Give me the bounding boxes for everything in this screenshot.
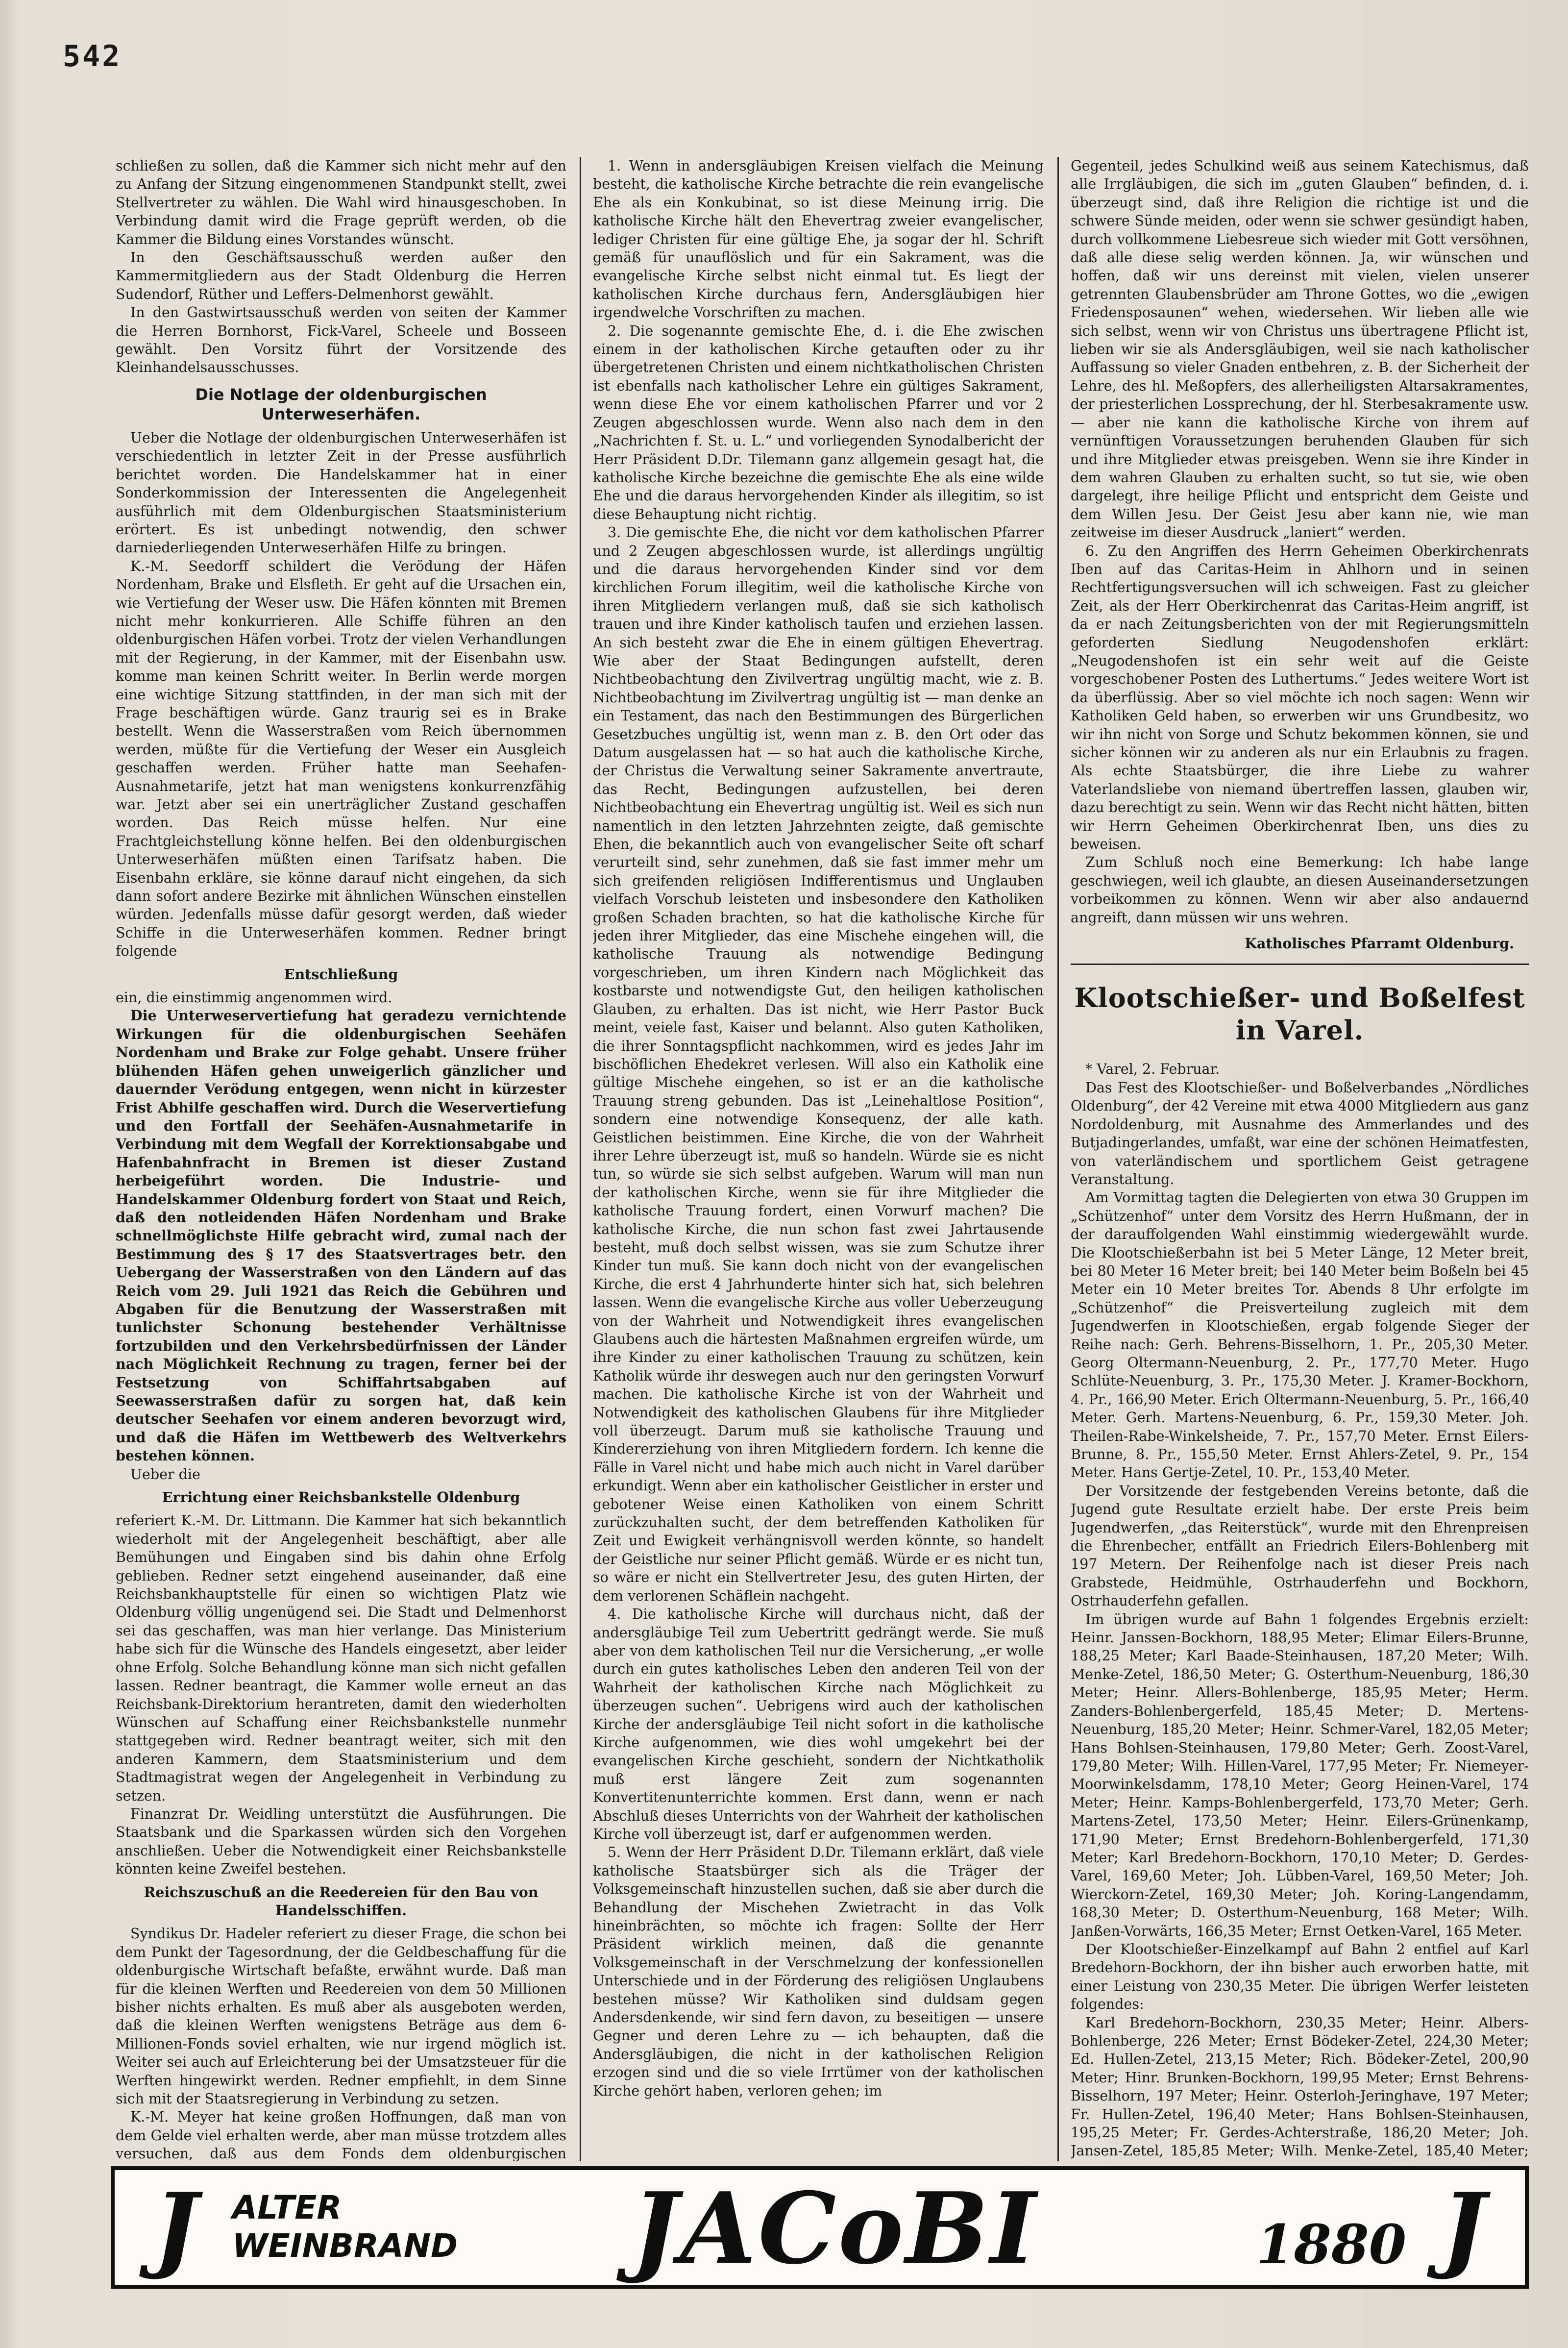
paragraph: Ueber die Notlage der oldenburgischen Unterweserhäfen ist verschiedentlich in letzter Zeit in der Presse ausführlich berichtet worden. Die Handelskammer hat in einer Sonderkommission der Interessenten die Angelegenheit ausführlich mit dem Oldenburgischen Staatsministerium erörtert. Es ist unbedingt notwendig, den schwer darniederliegenden Unterweserhäfen Hilfe zu bringen.	[116, 429, 566, 556]
subheading: Entschließung	[284, 965, 398, 983]
paragraph: 3. Die gemischte Ehe, die nicht vor dem katholischen Pfarrer und 2 Zeugen abgeschlossen wurde, ist allerdings ungültig und die daraus hervorgehenden Kinder sind vor dem kirchlichen Forum illegitim, weil die katholische Kirche von ihren Mitgliedern verlangen muß, daß sie sich katholisch trauen und ihre Kinder katholisch taufen und erziehen lassen. An sich besteht zwar die Ehe in einem gültigen Ehevertrag. Wie aber der Staat Bedingungen aufstellt, deren Nichtbeobachtung den Zivilvertrag ungültig macht, wie z. B. Nichtbeobachtung im Zivilvertrag ungültig ist — man denke an ein Testament, das nach den Bestimmungen des Bürgerlichen Gesetzbuches ungültig ist, wenn man z. B. den Ort oder das Datum ausgelassen hat — so hat auch die katholische Kirche, der Christus die Verwaltung seiner Sakramente anvertraute, das Recht, Bedingungen aufzustellen, bei deren Nichtbeobachtung ein Ehevertrag ungültig ist. Weil es sich nun namentlich in den letzten Jahrzehnten zeigte, daß gemischte Ehen, die bekanntlich auch von evangelischer Seite oft scharf verurteilt sind, sehr zunehmen, daß sie fast immer mehr um sich greifenden religiösen Indifferentismus und Unglauben vielfach Vorschub leisteten und insbesondere den Katholiken großen Schaden brachten, so hat die katholische Kirche für jeden ihrer Mitglieder, das eine Mischehe eingehen will, die katholische Trauung als notwendige Bedingung vorgeschrieben, um ihren Kindern nach Möglichkeit das kostbarste und notwendigste Gut, den heiligen katholischen Glauben, zu erhalten. Das ist nicht, wie Herr Pastor Buck meint, veiele fast, Kaiser und belannt. Also guten Katholiken, die ihrer Sonntagspflicht nachkommen, wird es jedes Jahr im bischöflichen Ehedekret verlesen. Will also ein Katholik eine gültige Mischehe eingehen, so ist er an die katholische Trauung streng gebunden. Das ist „Leinehaltlose Position“, sondern eine notwendige Konsequenz, der alle kath. Geistlichen beistimmen. Eine Kirche, die von der Wahrheit ihrer Lehre überzeugt ist, muß so handeln. Würde sie es nicht tun, so würde sie sich selbst aufgeben. Warum will man nun der katholischen Kirche, wenn sie für ihre Mitglieder die katholische Trauung fordert, einen Vorwurf machen? Die katholische Kirche, die nun schon fast zwei Jahrtausende besteht, muß doch selbst wissen, was sie zum Schutze ihrer Kinder tun muß. Sie kann doch nicht von der evangelischen Kirche, die erst 4 Jahrhunderte hinter sich hat, sich belehren lassen. Wenn die evangelische Kirche aus voller Ueberzeugung von der Wahrheit und Notwendigkeit ihres evangelischen Glaubens auch die härtesten Maßnahmen ergreifen würde, um ihre Kinder zu einer katholischen Trauung zu schützen, kein Katholik würde ihr deswegen auch nur den geringsten Vorwurf machen. Die katholische Kirche ist von der Wahrheit und Notwendigkeit des katholischen Glaubens für ihre Mitglieder voll überzeugt. Darum muß sie katholische Trauung und Kindererziehung von ihren Mitgliedern fordern. Ich kenne die Fälle in Varel nicht und habe mich auch nicht in Varel darüber erkundigt. Wenn aber ein katholischer Geistlicher in erster und gebotener Weise einen Katholiken von einem Schritt zurückzuhalten sucht, der dem betreffenden Katholiken für Zeit und Ewigkeit verhängnisvoll werden könnte, so handelt der Geistliche nur seiner Pflicht gemäß. Würde er es nicht tun, so wäre er nicht ein Stellvertreter Jesu, des guten Hirten, der dem verlorenen Schäflein nachgeht.	[593, 524, 1044, 1604]
ad-tagline-line: ALTER	[232, 2189, 342, 2226]
page-number: 542	[63, 39, 122, 74]
brand-logo-icon: J	[1442, 2173, 1486, 2282]
paragraph: In den Geschäftsausschuß werden außer den Kammermitgliedern aus der Stadt Oldenburg die Herren Sudendorf, Rüther und Leffers-Delmenhorst gewählt.	[116, 249, 566, 302]
article-headline: Klootschießer- und Boßelfest in Varel.	[1074, 982, 1525, 1046]
subheading: Errichtung einer Reichsbankstelle Oldenburg	[162, 1489, 520, 1506]
paragraph: K.-M. Meyer hat keine großen Hoffnungen, daß man von dem Gelde viel erhalten werde, aber man müsse trotzdem alles versuchen, daß aus dem Fonds dem oldenburgischen	[116, 2109, 566, 2161]
paragraph: 6. Zu den Angriffen des Herrn Geheimen Oberkirchenrats Iben auf das Caritas-Heim in Ahlhorn und in seinen Rechtfertigungsversuchen will ich schweigen. Fast zu gleicher Zeit, als der Herr Oberkirchenrat das Caritas-Heim angriff, ist da er nach Zeitungsberichten von der mit Regierungsmitteln geforderten Siedlung Neugodenshofen erklärt: „Neugodenshofen ist ein sehr weit auf die Geiste vorgeschobener Posten des Luthertums.“ Jedes weitere Wort ist da überflüssig. Aber so viel möchte ich noch sagen: Wenn wir Katholiken Geld haben, so erwerben wir uns Grundbesitz, wo wir ihn nicht von Sorge und Schutz bekommen können, sie und sicher können wir zu anderen als nur ein Erlaubnis zu fragen. Als echte Staatsbürger, die ihre Liebe zu wahrer Vaterlandsliebe von niemand übertreffen lassen, glauben wir, dazu berechtigt zu sein. Wenn wir das Recht nicht hätten, bitten wir Herrn Geheimen Oberkirchenrat Iben, uns dies zu beweisen.	[1071, 543, 1529, 853]
paragraph: K.-M. Seedorff schildert die Verödung der Häfen Nordenham, Brake und Elsfleth. Er geht auf die Ursachen ein, wie Vertiefung der Weser usw. Die Häfen könnten mit Bremen nicht mehr konkurrieren. Alle Schiffe führen an den oldenburgischen Häfen vorbei. Trotz der vielen Verhandlungen mit der Regierung, in der Kammer, mit der Eisenbahn usw. komme man keinen Schritt weiter. In Berlin werde morgen eine wichtige Sitzung stattfinden, in der man sich mit der Frage beschäftigen würde. Ganz traurig sei es in Brake bestellt. Wenn die Wasserstraßen vom Reich übernommen werden, müßte für die Vertiefung der Weser ein Ausgleich geschaffen werden. Früher hatte man Seehafen-Ausnahmetarife, jetzt hat man wenigstens konkurrenzfähig war. Jetzt aber sei ein unerträglicher Zustand geschaffen worden. Das Reich müsse helfen. Nur eine Frachtgleichstellung könne helfen. Bei den oldenburgischen Unterweserhäfen müßten einen Tarifsatz haben. Die Eisenbahn erkläre, sie könne darauf nicht eingehen, da sich dann sofort andere Bezirke mit ähnlichen Wünschen einstellen würden. Jedenfalls müsse dafür gesorgt werden, daß wieder Schiffe in die Unterweserhäfen kommen. Redner bringt folgende	[116, 558, 566, 960]
column-rule	[1057, 157, 1059, 2161]
paragraph: Der Vorsitzende der festgebenden Vereins betonte, daß die Jugend gute Resultate erzielt habe. Der erste Preis beim Jugendwerfen, „das Reiterstück“, wurde mit den Ehrenpreisen die Ehrenbecher, entfällt an Friedrich Eilers-Bohlenberg mit 197 Metern. Der Reihenfolge nach ist dieser Preis nach Grabstede, Heidmühle, Ostrhauderfehn und Bockhorn, Ostrhauderfehn gefallen.	[1071, 1483, 1529, 1609]
paragraph: Im übrigen wurde auf Bahn 1 folgendes Ergebnis erzielt: Heinr. Janssen-Bockhorn, 188,95 Meter; Elimar Eilers-Brunne, 188,25 Meter; Karl Baade-Steinhausen, 187,20 Meter; Wilh. Menke-Zetel, 186,50 Meter; G. Osterthum-Neuenburg, 186,30 Meter; Heinr. Allers-Bohlenberge, 185,95 Meter; Herm. Zanders-Bohlenbergerfeld, 185,45 Meter; D. Mertens-Neuenburg, 185,20 Meter; Heinr. Schmer-Varel, 182,05 Meter; Hans Bohlsen-Steinhausen, 179,80 Meter; Gerh. Zoost-Varel, 179,80 Meter; Wilh. Hillen-Varel, 177,95 Meter; Fr. Niemeyer-Moorwinkelsdamm, 178,10 Meter; Georg Heinen-Varel, 174 Meter; Heinr. Kamps-Bohlenbergerfeld, 173,70 Meter; Gerh. Martens-Zetel, 173,50 Meter; Heinr. Eilers-Grünenkamp, 171,90 Meter; Ernst Bredehorn-Bohlenbergerfeld, 171,30 Meter; Karl Bredehorn-Bockhorn, 170,10 Meter; D. Gerdes-Varel, 169,60 Meter; Joh. Lübben-Varel, 169,50 Meter; Joh. Wierckorn-Zetel, 169,30 Meter; Joh. Koring-Langendamm, 168,30 Meter; D. Osterthum-Neuenburg, 168 Meter; Wilh. Janßen-Vorwärts, 166,35 Meter; Ernst Oetken-Varel, 165 Meter.	[1071, 1611, 1529, 1939]
ad-tagline	[232, 2189, 458, 2265]
paragraph: Gegenteil, jedes Schulkind weiß aus seinem Katechismus, daß alle Irrgläubigen, die sich im „guten Glauben“ befinden, d. i. überzeugt sind, daß ihre Religion die richtige ist und die schwere Sünde meiden, oder wenn sie schwer gesündigt haben, durch vollkommene Liebesreue sich wieder mit Gott versöhnen, daß alle diese selig werden können. Ja, wir wünschen und hoffen, daß wir uns dereinst mit vielen, vielen unserer getrennten Glaubensbrüder am Throne Gottes, wo die „ewigen Friedensposaunen“ wehen, wiedersehen. Wir lieben alle wie sich selbst, wenn wir von Christus uns übertragene Pflicht ist, lieben wir sie als Andersgläubigen, weil sie nach katholischer Auffassung so vieler Gnaden entbehren, z. B. der Sicherheit der Lehre, des hl. Meßopfers, des allerheiligsten Altarsakramentes, der priesterlichen Lossprechung, der hl. Sterbesakramente usw. — aber nie kann die katholische Kirche von ihrem auf vernünftigen Voraussetzungen beruhenden Glauben für sich und ihre Mitglieder etwas preisgeben. Wenn sie ihre Kinder in dem wahren Glauben zu erhalten sucht, so tut sie, wie oben dargelegt, ihre heilige Pflicht und entspricht dem Geiste und dem Willen Jesu. Der Geist Jesu aber kann nie, wie man zeitweise im dieser Ausdruck „laniert“ werden.	[1071, 158, 1529, 541]
advertisement-banner	[111, 2166, 1529, 2289]
column-rule	[580, 157, 581, 2161]
paragraph: 5. Wenn der Herr Präsident D.Dr. Tilemann erklärt, daß viele katholische Staatsbürger sich als die Träger der Volksgemeinschaft hinzustellen suchen, daß sie aber durch die Behandlung der Mischehen Zwietracht in das Volk hineinbrächten, so möchte ich fragen: Sollte der Herr Präsident wirklich meinen, daß die genannte Volksgemeinschaft in der Verschmelzung der konfessionellen Unterschiede und in der Förderung des religiösen Unglaubens bestehen müsse? Wir Katholiken sind duldsam gegen Andersdenkende, wir sind fern davon, zu beseitigen — unsere Gegner und deren Lehre zu — ich behaupten, daß die Andersgläubigen, die nicht in der katholischen Religion erzogen sind und die so viele Irrtümer von der katholischen Kirche gehört haben, verloren gehen; im	[593, 1844, 1044, 2099]
paragraph: Karl Bredehorn-Bockhorn, 230,35 Meter; Heinr. Albers-Bohlenberge, 226 Meter; Ernst Bödeker-Zetel, 224,30 Meter; Ed. Hullen-Zetel, 213,15 Meter; Rich. Bödeker-Zetel, 200,90 Meter; Hinr. Brunken-Bockhorn, 199,95 Meter; Ernst Behrens-Bisselhorn, 197 Meter; Heinr. Osterloh-Jeringhave, 197 Meter; Fr. Hullen-Zetel, 196,40 Meter; Hans Bohlsen-Steinhausen, 195,25 Meter; Fr. Gerdes-Achterstraße, 186,20 Meter; Joh. Jansen-Zetel, 185,85 Meter; Wilh. Menke-Zetel, 185,40 Meter;	[1071, 2014, 1529, 2159]
ad-tagline-line: WEINBRAND	[232, 2227, 458, 2265]
dateline: * Varel, 2. Februar.	[1085, 1061, 1220, 1078]
paragraph: Syndikus Dr. Hadeler referiert zu dieser Frage, die schon bei dem Punkt der Tagesordnung, der die Geldbeschaffung für die oldenburgische Wirtschaft befaßte, erwähnt wurde. Daß man für die kleinen Werften und Reedereien von dem 50 Millionen bisher nichts erhalten. Es muß aber als ausgeboten werden, daß die kleinen Werften wenigstens Beträge aus dem 6-Millionen-Fonds soviel erhalten, wie nur irgend möglich ist. Weiter sei auch auf Erleichterung bei der Umsatzsteuer für die Werften hingewirkt werden. Redner empfiehlt, in dem Sinne sich mit der Staatsregierung in Verbindung zu setzen.	[116, 1926, 566, 2107]
paragraph: ein, die einstimmig angenommen wird.	[116, 989, 392, 1006]
resolution-text: Die Unterweservertiefung hat geradezu vernichtende Wirkungen für die oldenburgischen Seehäfen Nordenham und Brake zur Folge gehabt. Unsere früher blühenden Häfen gehen unweigerlich gänzlicher und dauernder Verödung entgegen, wenn nicht in kürzester Frist Abhilfe geschaffen wird. Durch die Weservertiefung und den Fortfall der Seehäfen-Ausnahmetarife in Verbindung mit dem Wegfall der Korrektionsabgabe und Hafenbahnfracht in Bremen ist dieser Zustand herbeigeführt worden. Die Industrie- und Handelskammer Oldenburg fordert von Staat und Reich, daß den notleidenden Häfen Nordenham und Brake schnellmöglichste Hilfe gebracht wird, zumal nach der Bestimmung des § 17 des Staatsvertrages betr. den Uebergang der Wasserstraßen von den Ländern auf das Reich vom 29. Juli 1921 das Reich die Gebühren und Abgaben für die Benutzung der Wasserstraßen mit tunlichster Schonung bestehender Verhältnisse fortzubilden und den Verkehrsbedürfnissen der Länder nach Möglichkeit Rechnung zu tragen, ferner bei der Festsetzung von Schiffahrtsabgaben auf Seewasserstraßen dafür zu sorgen hat, daß kein deutscher Seehafen vor einem anderen bevorzugt wird, und daß die Häfen im Wettbewerb des Weltverkehrs bestehen können.	[116, 1007, 566, 1464]
signature: Katholisches Pfarramt Oldenburg.	[1245, 935, 1514, 952]
divider	[1071, 964, 1529, 965]
column-3	[1071, 157, 1529, 2161]
paragraph: schließen zu sollen, daß die Kammer sich nicht mehr auf den zu Anfang der Sitzung eingenommenen Standpunkt stellt, zwei Stellvertreter zu wählen. Die Wahl wird hinausgeschoben. In Verbindung damit wird die Frage geprüft werden, ob die Kammer die Bildung eines Vorstandes wünscht.	[116, 158, 566, 247]
ad-year: 1880	[1256, 2213, 1407, 2276]
paragraph: 1. Wenn in andersgläubigen Kreisen vielfach die Meinung besteht, die katholische Kirche betrachte die rein evangelische Ehe als ein Konkubinat, so ist diese Meinung irrig. Die katholische Kirche hält den Ehevertrag zweier evangelischer, lediger Christen für eine gültige Ehe, ja sogar der hl. Schrift gemäß für unauflöslich und für ein Sakrament, was die evangelische Kirche selbst nicht einmal tut. Es liegt der katholischen Kirche durchaus fern, Andersgläubigen hier irgendwelche Vorschriften zu machen.	[593, 158, 1044, 321]
column-2	[593, 157, 1044, 2161]
ad-brand-name: JACoBI	[632, 2171, 1038, 2286]
paragraph: Finanzrat Dr. Weidling unterstützt die Ausführungen. Die Staatsbank und die Sparkassen würden sich den Vorgehen anschließen. Ueber die Notwendigkeit einer Reichsbankstelle könnten keine Zweifel bestehen.	[116, 1805, 566, 1878]
paragraph: In den Gastwirtsausschuß werden von seiten der Kammer die Herren Bornhorst, Fick-Varel, Scheele und Bosseen gewählt. Den Vorsitz führt der Vorsitzende des Kleinhandelsausschusses.	[116, 304, 566, 376]
column-1	[116, 157, 566, 2161]
paragraph: 4. Die katholische Kirche will durchaus nicht, daß der andersgläubige Teil zum Uebertritt gedrängt werde. Sie muß aber von dem katholischen Teil nur die Versicherung, „er wolle durch ein gutes katholisches Leben den anderen Teil von der Wahrheit der katholischen Kirche nach Möglichkeit zu überzeugen suchen“. Uebrigens wird auch der katholischen Kirche der andersgläubige Teil nicht sofort in die katholische Kirche aufgenommen, wie dies wohl umgekehrt bei der evangelischen Kirche geschieht, sondern der Nichtkatholik muß erst längere Zeit zum sogenannten Konvertitenunterrichte kommen. Erst dann, wenn er nach Abschluß dieses Unterrichts von der Wahrheit der katholischen Kirche voll überzeugt ist, darf er aufgenommen werden.	[593, 1606, 1044, 1842]
paragraph: Zum Schluß noch eine Bemerkung: Ich habe lange geschwiegen, weil ich glaubte, an diesen Auseinandersetzungen vorbeikommen zu können. Wenn wir aber also andauernd angreift, dann müssen wir uns wehren.	[1071, 854, 1529, 926]
paragraph: Am Vormittag tagten die Delegierten von etwa 30 Gruppen im „Schützenhof“ unter dem Vorsitz des Herrn Hußmann, der in der darauffolgenden Wahl einstimmig wiedergewählt wurde. Die Klootschießerbahn ist bei 5 Meter Länge, 12 Meter breit, bei 80 Meter 16 Meter breit; bei 140 Meter beim Boßeln bei 45 Meter ein 10 Meter breites Tor. Abends 8 Uhr erfolgte im „Schützenhof“ die Preisverteilung zugleich mit dem Jugendwerfen in Klootschießen, ergab folgende Sieger der Reihe nach: Gerh. Behrens-Bisselhorn, 1. Pr., 205,30 Meter. Georg Oltermann-Neuenburg, 2. Pr., 177,70 Meter. Hugo Schlüte-Neuenburg, 3. Pr., 175,30 Meter. J. Kramer-Bockhorn, 4. Pr., 166,90 Meter. Erich Oltermann-Neuenburg, 5. Pr., 166,40 Meter. Gerh. Martens-Neuenburg, 6. Pr., 159,30 Meter. Joh. Theilen-Rabe-Winkelsheide, 7. Pr., 157,70 Meter. Ernst Eilers-Brunne, 8. Pr., 155,50 Meter. Ernst Ahlers-Zetel, 9. Pr., 154 Meter. Hans Gertje-Zetel, 10. Pr., 153,40 Meter.	[1071, 1189, 1529, 1481]
paragraph: referiert K.-M. Dr. Littmann. Die Kammer hat sich bekanntlich wiederholt mit der Angelegenheit beschäftigt, aber alle Bemühungen und Eingaben sind bis dahin ohne Erfolg geblieben. Redner setzt eingehend auseinander, daß eine Reichsbankhauptstelle für einen so wichtigen Platz wie Oldenburg völlig ungenügend sei. Die Stadt und Delmenhorst sei das geschaffen, was man hier verlange. Das Ministerium habe sich für die Wünsche des Handels eingesetzt, aber leider ohne Erfolg. Solche Behandlung könne man sich nicht gefallen lassen. Redner beantragt, die Kammer wolle erneut an das Reichsbank-Direktorium herantreten, damit den wiederholten Wünschen auf Schaffung einer Reichsbankstelle nunmehr stattgegeben wird. Redner beantragt weiter, sich mit den anderen Kammern, dem Staatsministerium und dem Stadtmagistrat wegen der Angelegenheit in Verbindung zu setzen.	[116, 1512, 566, 1804]
subheading: Reichszuschuß an die Reedereien für den Bau von Handelsschiffen.	[144, 1883, 539, 1919]
paragraph: 2. Die sogenannte gemischte Ehe, d. i. die Ehe zwischen einem in der katholischen Kirche getauften oder zu ihr übergetretenen Christen und einem nichtkatholischen Christen ist ebenfalls nach katholischer Lehre ein gültiges Sakrament, wenn diese Ehe vor einem katholischen Pfarrer und vor 2 Zeugen abgeschlossen wurde. Wenn also nach dem in den „Nachrichten f. St. u. L.“ und vorliegenden Synodalbericht der Herr Präsident D.Dr. Tilemann ganz allgemein gesagt hat, die katholische Kirche bezeichne die gemischte Ehe als eine wilde Ehe und die daraus hervorgehenden Kinder als illegitim, so ist diese Behauptung nicht richtig.	[593, 322, 1044, 522]
brand-logo-icon: J	[154, 2173, 198, 2282]
paragraph: Der Klootschießer-Einzelkampf auf Bahn 2 entfiel auf Karl Bredehorn-Bockhorn, der ihn bisher auch erworben hatte, mit einer Leistung von 230,35 Meter. Die übrigen Werfer leisteten folgendes:	[1071, 1941, 1529, 2013]
paragraph: Das Fest des Klootschießer- und Boßelverbandes „Nördliches Oldenburg“, der 42 Vereine mit etwa 4000 Mitgliedern aus ganz Nordoldenburg, mit Ausnahme des Ammerlandes und des Butjadingerlandes, umfaßt, war eine der schönen Heimatfesten, von vaterländischem und sportlichem Geist getragene Veranstaltung.	[1071, 1079, 1529, 1187]
section-heading: Die Notlage der oldenburgischen Unterweserhäfen.	[195, 385, 487, 423]
paragraph: Ueber die	[130, 1466, 200, 1483]
